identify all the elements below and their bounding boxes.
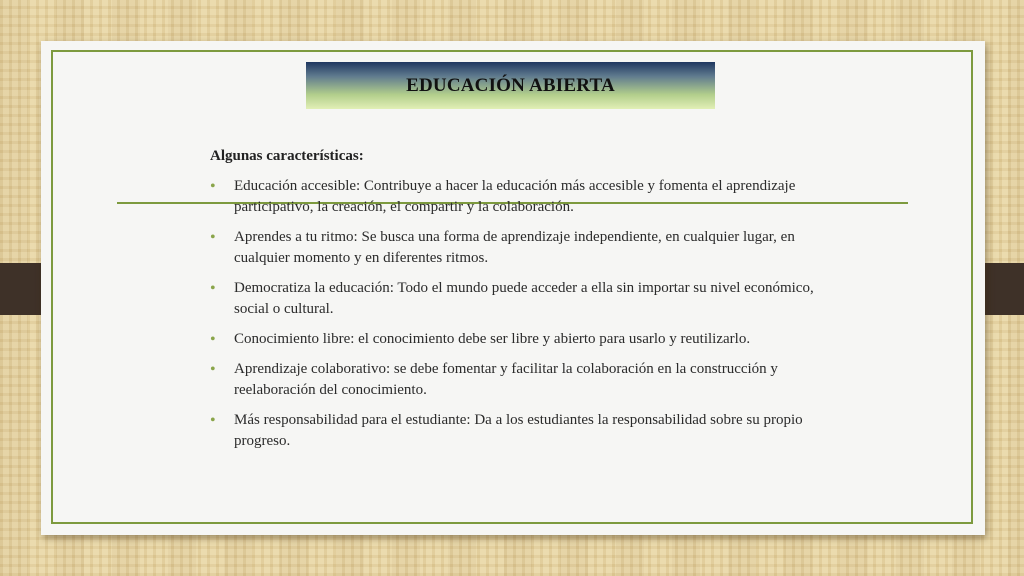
list-item-text: Educación accesible: Contribuye a hacer la educación más accesible y fomenta el aprendizaje participativo, la creación, el compartir y la colaboración. (234, 178, 796, 215)
title-bar (306, 62, 715, 109)
list-item (210, 410, 830, 452)
bullet-icon: • (210, 229, 216, 246)
list-item-text: Aprendizaje colaborativo: se debe fomentar y facilitar la colaboración en la construcción y reelaboración del conocimiento. (234, 361, 778, 398)
content-area (210, 146, 830, 461)
bullet-icon: • (210, 331, 216, 348)
list-item (210, 278, 830, 320)
bullet-icon: • (210, 361, 216, 378)
bullet-icon: • (210, 412, 216, 429)
list-item (210, 176, 830, 218)
list-item-text: Más responsabilidad para el estudiante: Da a los estudiantes la responsabilidad sobre su propio progreso. (234, 412, 803, 449)
bullet-icon: • (210, 178, 216, 195)
slide-title: EDUCACIÓN ABIERTA (406, 74, 615, 96)
list-item-text: Democratiza la educación: Todo el mundo puede acceder a ella sin importar su nivel económico, social o cultural. (234, 280, 814, 317)
section-heading: Algunas características: (210, 148, 364, 164)
list-item-text: Aprendes a tu ritmo: Se busca una forma de aprendizaje independiente, en cualquier lugar, en cualquier momento y en diferentes ritmos. (234, 229, 795, 266)
list-item (210, 359, 830, 401)
list-item-text: Conocimiento libre: el conocimiento debe ser libre y abierto para usarlo y reutilizarlo. (234, 331, 751, 347)
list-item (210, 329, 830, 350)
list-item (210, 227, 830, 269)
bullet-icon: • (210, 280, 216, 297)
bullet-list (210, 176, 830, 452)
